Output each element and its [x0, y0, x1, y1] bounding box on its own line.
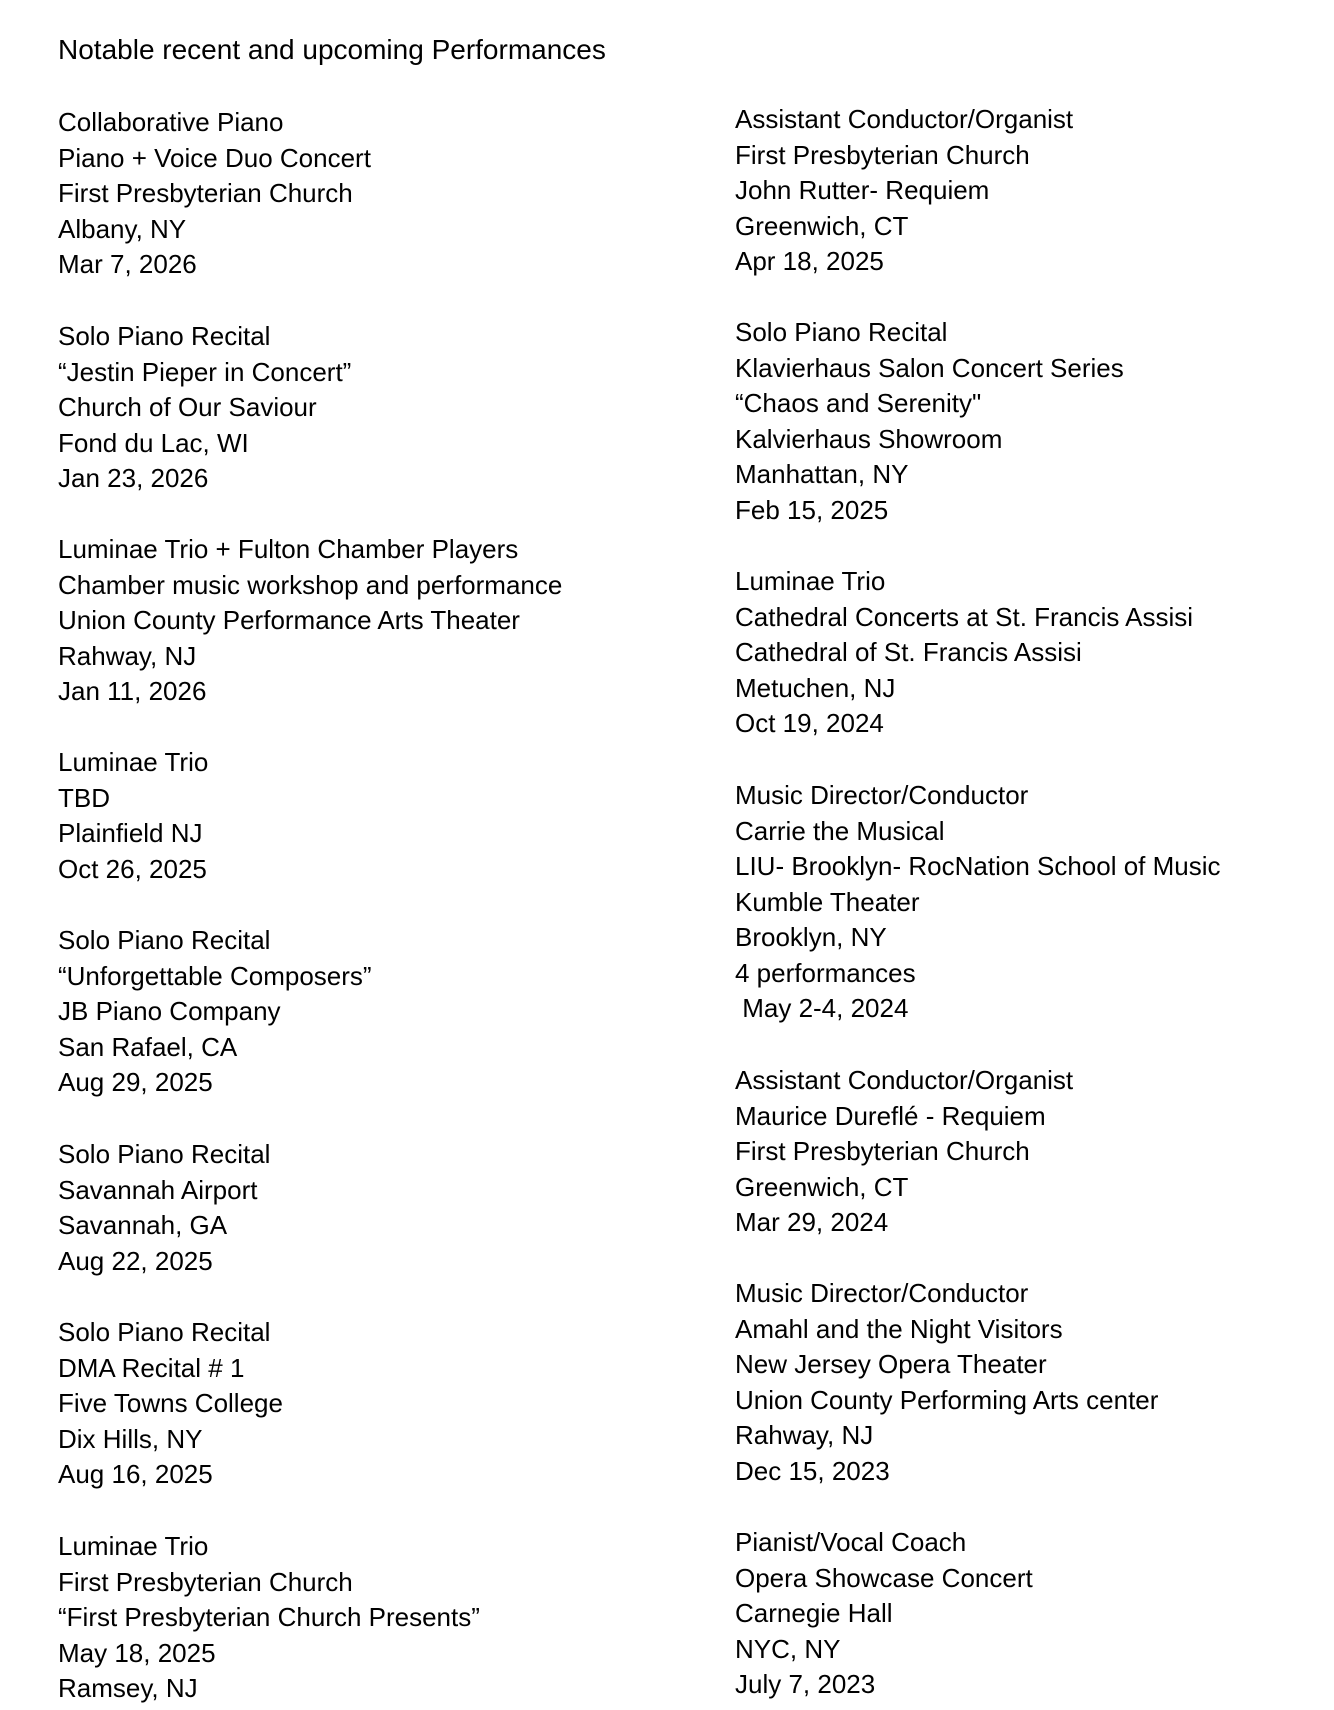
entry-date: Aug 22, 2025: [58, 1245, 213, 1276]
entry-date: Jan 11, 2026: [58, 676, 207, 706]
entry-venue: Kumble Theater: [735, 886, 920, 917]
entry-event: Carrie the Musical: [735, 815, 945, 846]
entry-presenter: LIU- Brooklyn- RocNation School of Music: [735, 851, 1221, 881]
entry-event: Maurice Dureflé - Requiem: [735, 1100, 1046, 1131]
entry-date: Oct 26, 2025: [58, 853, 207, 884]
entry-date: Oct 19, 2024: [735, 708, 884, 738]
page-title: Notable recent and upcoming Performances: [58, 34, 606, 65]
entry-venue: Church of Our Saviour: [58, 392, 317, 422]
entry-venue: Union County Performance Arts Theater: [58, 605, 520, 635]
performance-entry: [735, 1276, 1315, 1489]
entry-date: July 7, 2023: [735, 1669, 876, 1699]
performance-entry: [58, 532, 698, 710]
entry-location: NYC, NY: [735, 1633, 841, 1664]
entry-venue: Kalvierhaus Showroom: [735, 423, 1003, 454]
performance-entry: [58, 1529, 698, 1707]
entry-location: Plainfield NJ: [58, 818, 203, 848]
entry-role: Luminae Trio: [735, 566, 886, 596]
entry-event: Cathedral Concerts at St. Francis Assisi: [735, 601, 1194, 632]
entry-event: Opera Showcase Concert: [735, 1562, 1033, 1593]
entry-role: Solo Piano Recital: [58, 925, 271, 955]
performance-entry: [735, 564, 1315, 742]
entry-note: 4 performances: [735, 957, 916, 988]
entry-location: Fond du Lac, WI: [58, 427, 249, 458]
entry-role: Music Director/Conductor: [735, 780, 1029, 810]
entry-date: Aug 16, 2025: [58, 1459, 213, 1489]
entry-venue: First Presbyterian Church: [58, 1566, 353, 1597]
entry-date: Feb 15, 2025: [735, 494, 889, 525]
entry-location: Greenwich, CT: [735, 210, 909, 241]
entry-event: Piano + Voice Duo Concert: [58, 142, 371, 173]
entry-date: Dec 15, 2023: [735, 1455, 890, 1486]
entry-venue: First Presbyterian Church: [735, 1136, 1030, 1166]
entry-location: Metuchen, NJ: [735, 672, 896, 703]
entry-date: May 18, 2025: [58, 1637, 216, 1668]
performance-entry: [58, 1315, 698, 1493]
entry-role: Assistant Conductor/Organist: [735, 104, 1074, 134]
entry-location: Brooklyn, NY: [735, 922, 887, 952]
entry-venue: Five Towns College: [58, 1388, 283, 1418]
entry-location: Greenwich, CT: [735, 1171, 909, 1202]
entry-date: Jan 23, 2026: [58, 463, 209, 493]
entry-role: Pianist/Vocal Coach: [735, 1527, 967, 1557]
entry-location: Albany, NY: [58, 213, 187, 244]
entry-location: San Rafael, CA: [58, 1031, 238, 1062]
entry-role: Luminae Trio + Fulton Chamber Players: [58, 534, 519, 564]
entry-venue: JB Piano Company: [58, 996, 281, 1026]
performance-entry: [735, 1525, 1315, 1703]
entry-event: TBD: [58, 782, 110, 813]
entry-venue: First Presbyterian Church: [58, 178, 353, 208]
entry-role: Assistant Conductor/Organist: [735, 1065, 1074, 1095]
entry-role: Collaborative Piano: [58, 107, 284, 137]
entry-location: Ramsey, NJ: [58, 1673, 198, 1703]
entry-date: Mar 29, 2024: [735, 1207, 889, 1237]
performance-entry: [735, 315, 1315, 528]
entry-event: “Jestin Pieper in Concert”: [58, 356, 352, 387]
entry-event: DMA Recital # 1: [58, 1352, 245, 1383]
entry-venue: Union County Performing Arts center: [735, 1384, 1159, 1415]
entry-role: Solo Piano Recital: [58, 1317, 271, 1347]
entry-series: Klavierhaus Salon Concert Series: [735, 352, 1124, 383]
entry-event: “First Presbyterian Church Presents”: [58, 1602, 480, 1632]
performance-entry: [58, 923, 698, 1101]
entry-location: Rahway, NJ: [58, 640, 197, 671]
entry-presenter: New Jersey Opera Theater: [735, 1349, 1047, 1379]
entry-location: Savannah, GA: [58, 1210, 228, 1240]
entry-event: Chamber music workshop and performance: [58, 569, 563, 600]
entry-event: “Unforgettable Composers”: [58, 960, 372, 991]
entry-location: Rahway, NJ: [735, 1420, 874, 1450]
entry-date: Apr 18, 2025: [735, 246, 884, 276]
entry-role: Solo Piano Recital: [58, 1139, 271, 1169]
performance-entry: [58, 1137, 698, 1279]
entry-event: John Rutter- Requiem: [735, 175, 990, 205]
entry-role: Music Director/Conductor: [735, 1278, 1029, 1308]
entry-location: Dix Hills, NY: [58, 1423, 203, 1454]
performance-entry: [735, 102, 1315, 280]
entry-date: Aug 29, 2025: [58, 1067, 213, 1097]
entry-role: Solo Piano Recital: [735, 317, 948, 347]
entry-venue: Carnegie Hall: [735, 1598, 893, 1628]
entry-event: “Chaos and Serenity": [735, 388, 982, 418]
entry-venue: Savannah Airport: [58, 1174, 258, 1205]
entry-event: Amahl and the Night Visitors: [735, 1313, 1063, 1344]
performance-entry: [735, 1063, 1315, 1241]
entry-role: Luminae Trio: [58, 747, 209, 777]
entry-role: Luminae Trio: [58, 1531, 209, 1561]
entry-date: Mar 7, 2026: [58, 249, 197, 279]
entry-location: Manhattan, NY: [735, 459, 909, 489]
entry-venue: First Presbyterian Church: [735, 139, 1030, 170]
entry-role: Solo Piano Recital: [58, 321, 271, 351]
performance-entry: [58, 745, 698, 887]
performance-entry: [735, 778, 1315, 1027]
performance-entry: [58, 105, 698, 283]
performance-entry: [58, 319, 698, 497]
entry-venue: Cathedral of St. Francis Assisi: [735, 637, 1082, 667]
entry-date: May 2-4, 2024: [735, 993, 909, 1023]
